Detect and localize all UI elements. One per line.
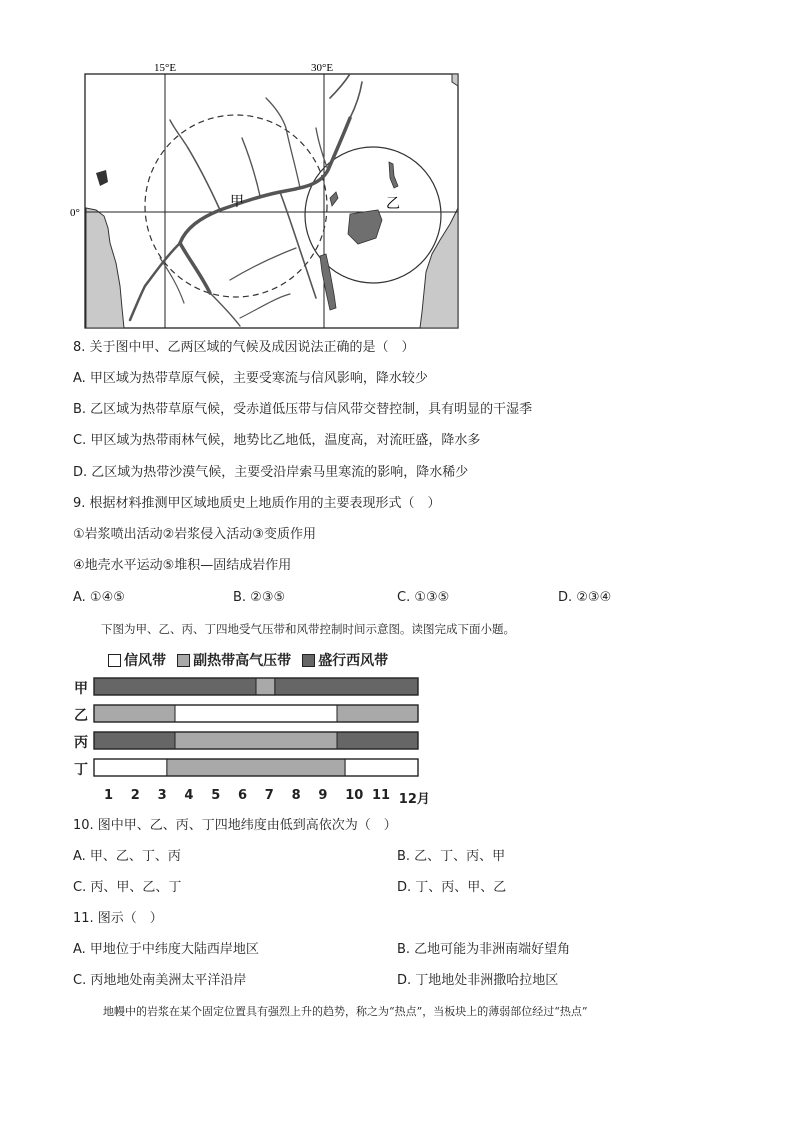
belt-segment-row2-1 xyxy=(94,705,175,722)
month-tick-label-10: 10 xyxy=(345,788,364,803)
q9-option-a[interactable]: A. ①④⑤ xyxy=(73,590,125,605)
month-tick-label-6: 6 xyxy=(238,788,248,803)
q8-stem: 8. 关于图中甲、乙两区域的气候及成因说法正确的是（ ） xyxy=(73,340,415,355)
belt-segment-row1-3 xyxy=(275,678,418,695)
legend-swatch-trade-wind xyxy=(108,654,121,667)
belt-segment-row2-2 xyxy=(175,705,337,722)
month-tick-label-2: 2 xyxy=(130,788,140,803)
q11-option-d[interactable]: D. 丁地地处非洲撒哈拉地区 xyxy=(397,973,559,988)
belt-segment-row3-2 xyxy=(175,732,337,749)
month-tick-label-11: 11 xyxy=(372,788,391,803)
q9-option-c[interactable]: C. ①③⑤ xyxy=(397,590,450,605)
legend-label-westerlies: 盛行西风带 xyxy=(318,653,389,669)
month-tick-label-8: 8 xyxy=(291,788,301,803)
intro-hotspot: 地幔中的岩浆在某个固定位置具有强烈上升的趋势，称之为“热点”，当板块上的薄弱部位经过“热点” xyxy=(103,1005,588,1018)
map-figure xyxy=(60,58,470,340)
chart-legend xyxy=(108,650,394,670)
chart-month-axis xyxy=(92,788,432,806)
q11-option-b[interactable]: B. 乙地可能为非洲南端好望角 xyxy=(397,942,571,957)
month-tick-label-7: 7 xyxy=(264,788,274,803)
lon-label-15e: 15°E xyxy=(154,62,177,74)
lat-label-equator: 0° xyxy=(70,207,80,219)
month-tick-label-1: 1 xyxy=(104,788,114,803)
belt-segment-row3-3 xyxy=(337,732,418,749)
chart-row-label-bing: 丙 xyxy=(74,735,88,751)
q10-stem: 10. 图中甲、乙、丙、丁四地纬度由低到高依次为（ ） xyxy=(73,818,397,833)
q9-items-line2: ④地壳水平运动⑤堆积—固结成岩作用 xyxy=(73,558,292,573)
month-tick-label-4: 4 xyxy=(184,788,194,803)
chart-row-label-ding: 丁 xyxy=(74,762,88,778)
belt-segment-row4-1 xyxy=(94,759,167,776)
belt-chart xyxy=(92,676,420,782)
q9-option-d[interactable]: D. ②③④ xyxy=(558,590,612,605)
belt-segment-row1-2 xyxy=(256,678,275,695)
q11-option-c[interactable]: C. 丙地地处南美洲太平洋沿岸 xyxy=(73,973,247,988)
q8-option-d[interactable]: D. 乙区域为热带沙漠气候，主要受沿岸索马里寒流的影响，降水稀少 xyxy=(73,465,469,480)
q9-stem: 9. 根据材料推测甲区域地质史上地质作用的主要表现形式（ ） xyxy=(73,496,441,511)
q9-option-b[interactable]: B. ②③⑤ xyxy=(233,590,286,605)
q11-option-a[interactable]: A. 甲地位于中纬度大陆西岸地区 xyxy=(73,942,259,957)
q8-option-a[interactable]: A. 甲区域为热带草原气候，主要受寒流与信风影响，降水较少 xyxy=(73,371,428,386)
belt-segment-row1-1 xyxy=(94,678,256,695)
chart-row-label-jia: 甲 xyxy=(74,681,88,697)
q11-stem: 11. 图示（ ） xyxy=(73,911,163,926)
month-tick-label-3: 3 xyxy=(157,788,167,803)
q8-option-b[interactable]: B. 乙区域为热带草原气候，受赤道低压带与信风带交替控制，具有明显的干湿季 xyxy=(73,402,533,417)
q10-option-d[interactable]: D. 丁、丙、甲、乙 xyxy=(397,880,507,895)
intro-belt-chart: 下图为甲、乙、丙、丁四地受气压带和风带控制时间示意图。读图完成下面小题。 xyxy=(101,622,515,636)
legend-swatch-westerlies xyxy=(302,654,315,667)
month-tick-label-12: 12月 xyxy=(398,792,430,807)
belt-segment-row4-3 xyxy=(345,759,418,776)
month-tick-label-5: 5 xyxy=(211,788,221,803)
map-frame xyxy=(85,74,458,328)
legend-label-subtropical-high: 副热带高气压带 xyxy=(193,653,292,669)
month-tick-label-9: 9 xyxy=(318,788,328,803)
q9-items-line1: ①岩浆喷出活动②岩浆侵入活动③变质作用 xyxy=(73,527,316,542)
belt-segment-row3-1 xyxy=(94,732,175,749)
legend-swatch-subtropical-high xyxy=(177,654,190,667)
belt-segment-row2-3 xyxy=(337,705,418,722)
region-a-label: 甲 xyxy=(230,194,244,210)
q10-option-b[interactable]: B. 乙、丁、丙、甲 xyxy=(397,849,506,864)
q10-option-c[interactable]: C. 丙、甲、乙、丁 xyxy=(73,880,182,895)
q8-option-c[interactable]: C. 甲区域为热带雨林气候，地势比乙地低，温度高，对流旺盛，降水多 xyxy=(73,433,481,448)
region-b-label: 乙 xyxy=(386,196,400,212)
lon-label-30e: 30°E xyxy=(311,62,334,74)
legend-label-trade-wind: 信风带 xyxy=(124,653,166,669)
chart-row-label-yi: 乙 xyxy=(74,708,88,724)
belt-segment-row4-2 xyxy=(167,759,345,776)
q10-option-a[interactable]: A. 甲、乙、丁、丙 xyxy=(73,849,181,864)
